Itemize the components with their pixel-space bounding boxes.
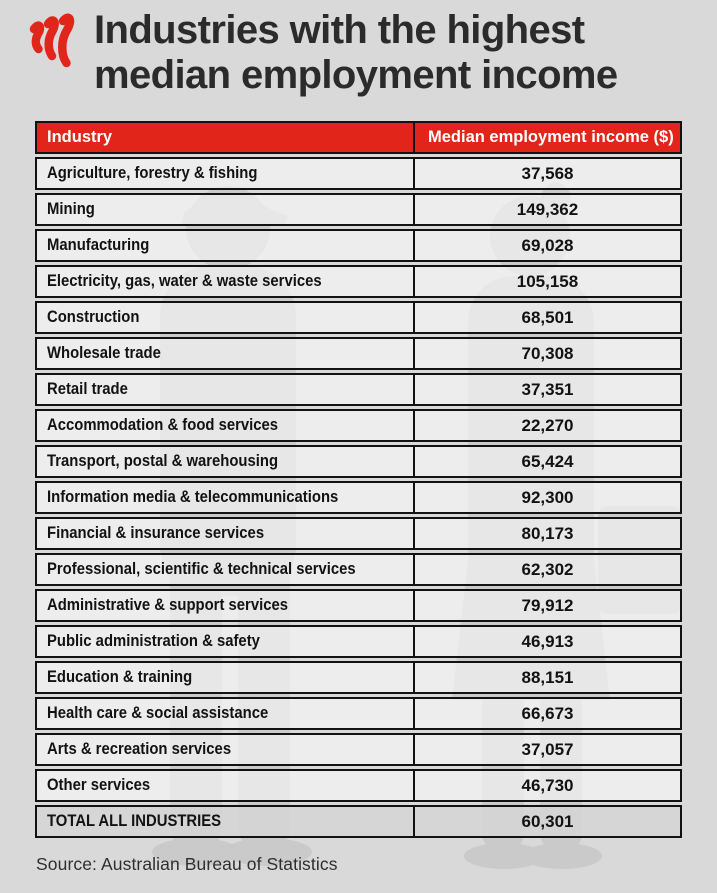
- income-cell: 37,568: [413, 159, 680, 188]
- table-row: [35, 553, 682, 586]
- table-row: [35, 409, 682, 442]
- table-row: [35, 229, 682, 262]
- income-cell: 46,730: [413, 771, 680, 800]
- industry-cell: Wholesale trade: [47, 344, 161, 362]
- income-cell: 22,270: [413, 411, 680, 440]
- income-cell: 70,308: [413, 339, 680, 368]
- income-cell: 149,362: [413, 195, 680, 224]
- income-cell: 46,913: [413, 627, 680, 656]
- table-row: [35, 193, 682, 226]
- sbs-logo-icon: [25, 11, 77, 69]
- income-cell: 68,501: [413, 303, 680, 332]
- table-row: [35, 337, 682, 370]
- table-row: [35, 733, 682, 766]
- industry-cell: Retail trade: [47, 380, 128, 398]
- table-row: [35, 445, 682, 478]
- table-row: [35, 589, 682, 622]
- table-row: [35, 805, 682, 838]
- income-cell: 80,173: [413, 519, 680, 548]
- industry-cell: Education & training: [47, 668, 193, 686]
- industry-cell: Public administration & safety: [47, 632, 260, 650]
- income-cell: 62,302: [413, 555, 680, 584]
- industry-cell: Mining: [47, 200, 95, 218]
- table-row: [35, 157, 682, 190]
- table-header-row: [35, 121, 682, 154]
- table-row: [35, 301, 682, 334]
- income-cell: 105,158: [413, 267, 680, 296]
- table-row: [35, 769, 682, 802]
- table-row: [35, 661, 682, 694]
- table-row: [35, 517, 682, 550]
- industry-cell: Information media & telecommunications: [47, 488, 339, 506]
- table-row: [35, 697, 682, 730]
- industry-cell: Financial & insurance services: [47, 524, 265, 542]
- table-row: [35, 265, 682, 298]
- income-cell: 88,151: [413, 663, 680, 692]
- industry-cell: Administrative & support services: [47, 596, 288, 614]
- income-cell: 66,673: [413, 699, 680, 728]
- industry-cell: Electricity, gas, water & waste services: [47, 272, 322, 290]
- industry-cell: Agriculture, forestry & fishing: [47, 164, 258, 182]
- industry-cell: Construction: [47, 308, 140, 326]
- page-title: Industries with the highest median employment income: [94, 8, 618, 97]
- column-header-income: Median employment income ($): [413, 123, 680, 152]
- industry-cell: TOTAL ALL INDUSTRIES: [47, 812, 222, 830]
- table-row: [35, 373, 682, 406]
- table-row: [35, 481, 682, 514]
- industry-cell: Professional, scientific & technical services: [47, 560, 356, 578]
- table-row: [35, 625, 682, 658]
- source-note: Source: Australian Bureau of Statistics: [36, 854, 338, 874]
- income-cell: 65,424: [413, 447, 680, 476]
- industry-cell: Accommodation & food services: [47, 416, 279, 434]
- industry-cell: Manufacturing: [47, 236, 150, 254]
- industry-cell: Health care & social assistance: [47, 704, 269, 722]
- industry-cell: Arts & recreation services: [47, 740, 232, 758]
- column-header-industry: Industry: [47, 128, 113, 146]
- industry-cell: Other services: [47, 776, 151, 794]
- income-cell: 92,300: [413, 483, 680, 512]
- industry-cell: Transport, postal & warehousing: [47, 452, 279, 470]
- table-body: [35, 157, 682, 838]
- income-cell: 37,351: [413, 375, 680, 404]
- income-table: [35, 121, 682, 841]
- income-cell: 69,028: [413, 231, 680, 260]
- income-cell: 79,912: [413, 591, 680, 620]
- income-cell: 60,301: [413, 807, 680, 836]
- income-cell: 37,057: [413, 735, 680, 764]
